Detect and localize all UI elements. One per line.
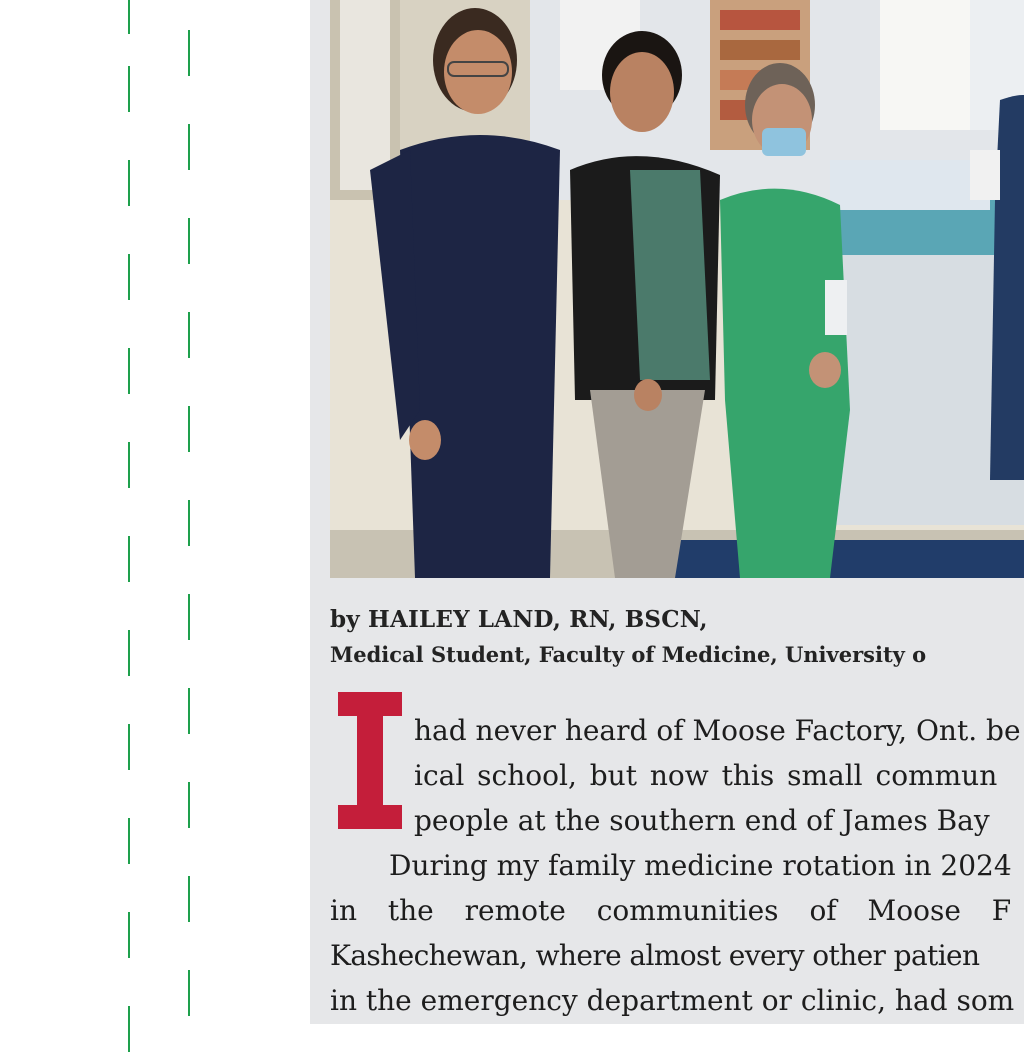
body-line: people at the southern end of James Bay [414, 804, 990, 837]
body-line: ical school, but now this small commun [414, 759, 998, 792]
body-line: in the remote communities of Moose F [330, 894, 1012, 927]
body-line: During my family medicine rotation in 2024 [389, 849, 1012, 882]
body-line: had never heard of Moose Factory, Ont. be [414, 714, 1021, 747]
byline [330, 603, 1024, 673]
dashed-rule-right [188, 0, 190, 1024]
author-affiliation: Medical Student, Faculty of Medicine, University o [330, 642, 927, 667]
left-margin [0, 0, 310, 1024]
photo-of-four-nurses-icon [330, 0, 1024, 578]
body-line: Kashechewan, where almost every other patien [330, 939, 980, 972]
article-body [330, 708, 1024, 1023]
article-photo [330, 0, 1024, 578]
body-line: in the emergency department or clinic, had som [330, 984, 1015, 1017]
article-panel [310, 0, 1024, 1024]
author-line: by HAILEY LAND, RN, BSCN, [330, 606, 708, 633]
dashed-rule-left [128, 0, 130, 1024]
